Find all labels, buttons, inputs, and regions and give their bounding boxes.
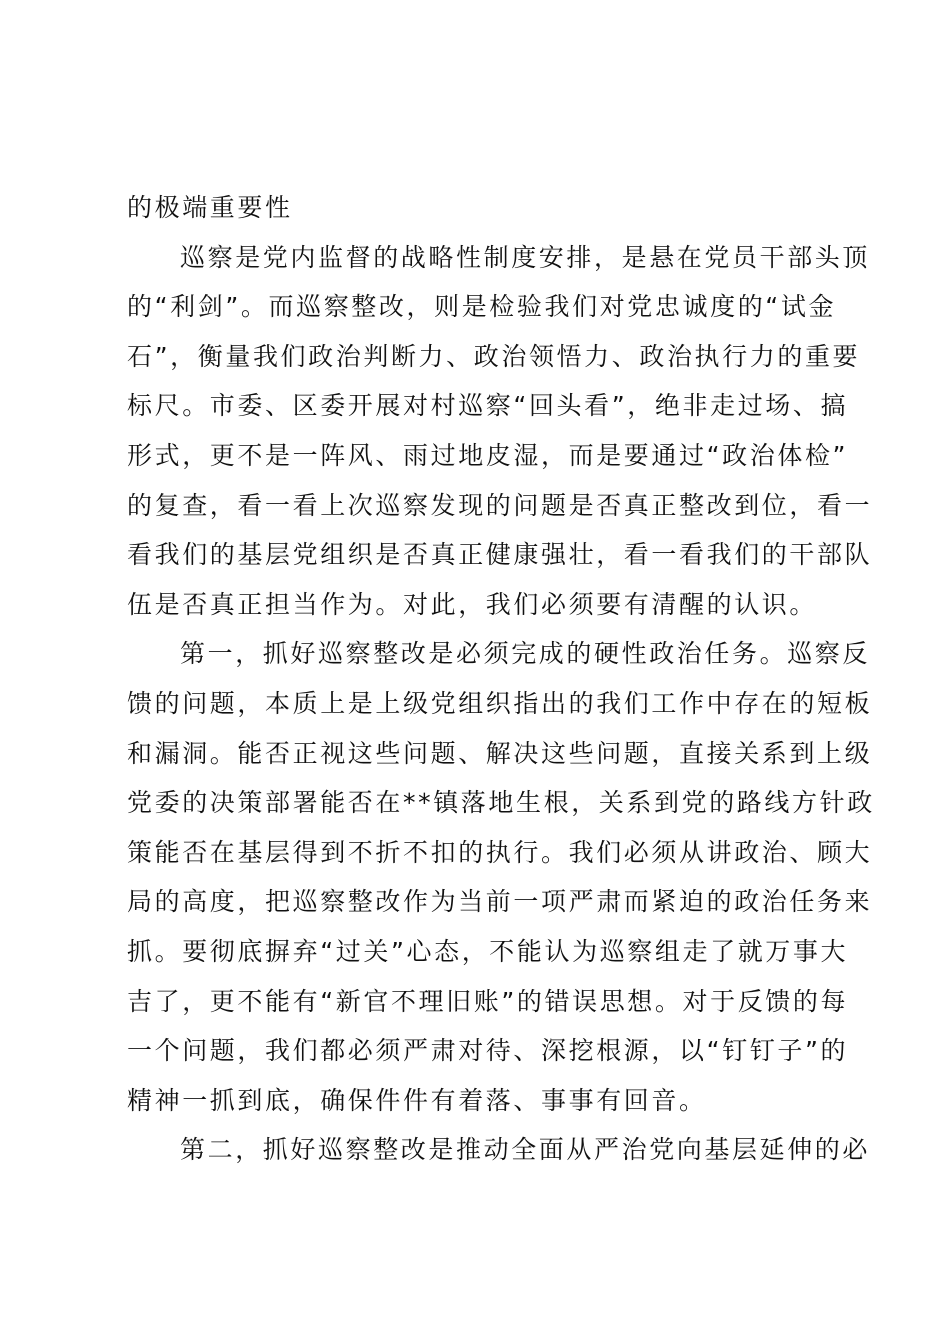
text-line: 吉了，更不能有“新官不理旧账”的错误思想。对于反馈的每 [127,986,849,1016]
text-line: 石”，衡量我们政治判断力、政治领悟力、政治执行力的重要 [127,341,861,371]
text-line: 的极端重要性 [127,193,293,222]
text-line: 馈的问题，本质上是上级党组织指出的我们工作中存在的短板 [127,688,873,718]
text-line: 的复查，看一看上次巡察发现的问题是否真正整改到位，看一 [127,490,873,520]
text-line: 策能否在基层得到不折不扣的执行。我们必须从讲政治、顾大 [127,837,873,867]
text-line: 精神一抓到底，确保件件有着落、事事有回音。 [127,1085,707,1115]
text-line: 巡察是党内监督的战略性制度安排，是悬在党员干部头顶 [180,242,871,272]
text-line: 标尺。市委、区委开展对村巡察“回头看”，绝非走过场、搞 [127,391,849,421]
text-line: 形式，更不是一阵风、雨过地皮湿，而是要通过“政治体检” [127,440,849,470]
text-line: 一个问题，我们都必须严肃对待、深挖根源，以“钉钉子”的 [127,1036,849,1066]
text-line: 局的高度，把巡察整改作为当前一项严肃而紧迫的政治任务来 [127,887,873,917]
text-line: 和漏洞。能否正视这些问题、解决这些问题，直接关系到上级 [127,738,873,768]
text-line: 的“利剑”。而巡察整改，则是检验我们对党忠诚度的“试金 [127,292,837,322]
document-body [127,188,875,1180]
text-line: 党委的决策部署能否在**镇落地生根，关系到党的路线方针政 [127,788,875,818]
text-line: 第二，抓好巡察整改是推动全面从严治党向基层延伸的必 [180,1135,871,1165]
text-line: 第一，抓好巡察整改是必须完成的硬性政治任务。巡察反 [180,639,871,669]
text-line: 抓。要彻底摒弃“过关”心态，不能认为巡察组走了就万事大 [127,936,849,966]
text-line: 看我们的基层党组织是否真正健康强壮，看一看我们的干部队 [127,540,873,570]
text-line: 伍是否真正担当作为。对此，我们必须要有清醒的认识。 [127,589,818,619]
